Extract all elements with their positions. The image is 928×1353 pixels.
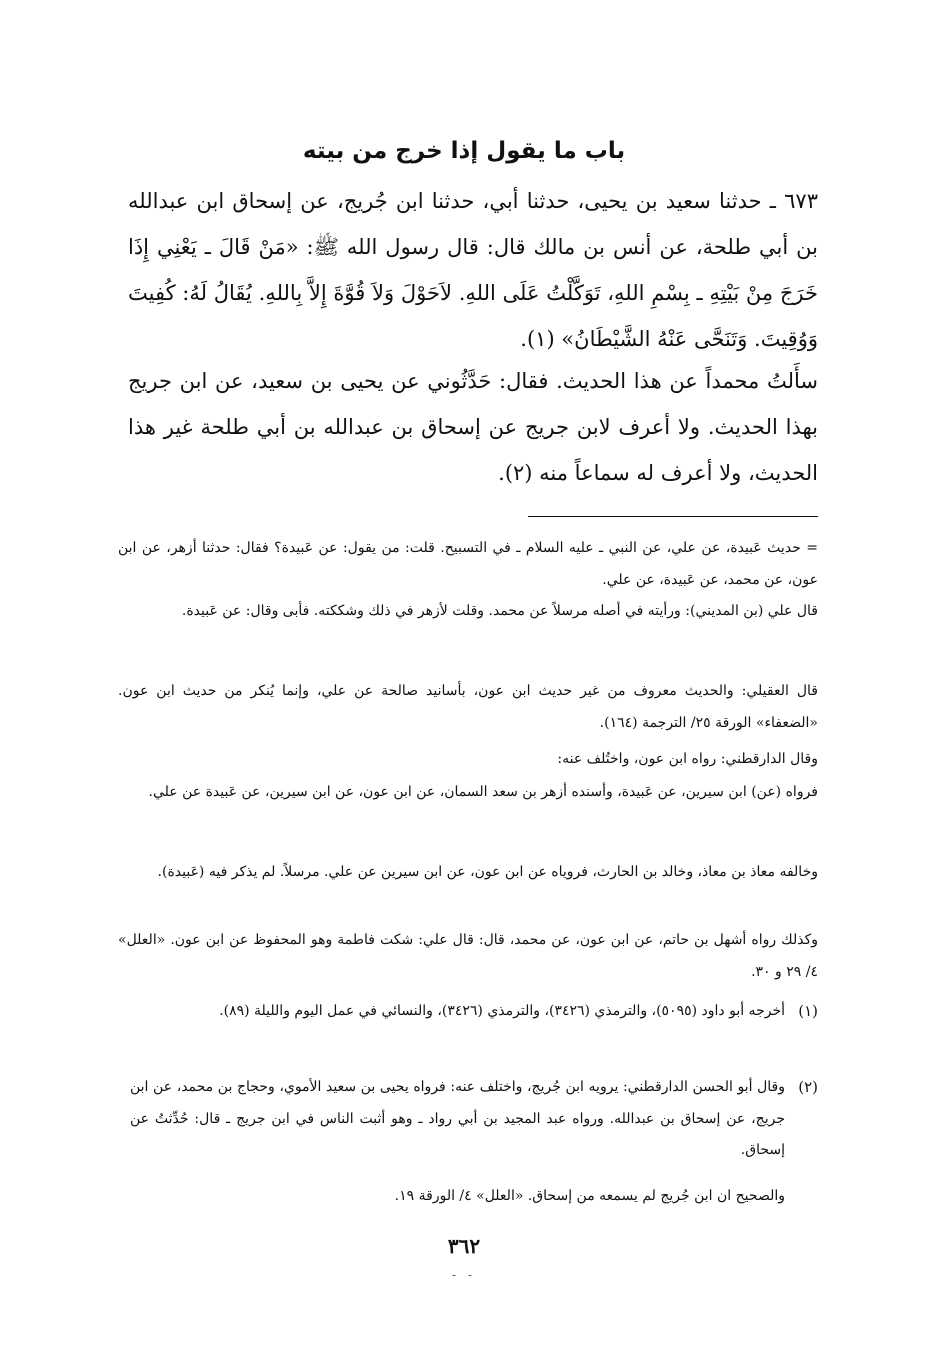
footnote-continued-line: فرواه (عن) ابن سيرين، عن عَبيدة، وأسنده أزهر بن سعد السمان، عن ابن عون، عن ابن سيرين، عن عَبيدة عن علي. bbox=[148, 784, 818, 800]
hadith-commentary: سأَلتُ محمداً عن هذا الحديث. فقال: حَدَّثُوني عن يحيى بن سعيد، عن ابن جريج بهذا الحديث. ولا أعرف لابن جريج عن إسحاق بن عبدالله بن أبي طلحة غير هذا الحديث، ولا أعرف له سماعاً منه (٢). bbox=[128, 369, 818, 485]
footnote-continued-line: قال العقيلي: والحديث معروف من غير حديث ابن عون، بأسانيد صالحة عن علي، وإنما يُنكر من حديث ابن عون. «الضعفاء» الورقة ٢٥/ الترجمة (١٦٤). bbox=[118, 683, 818, 731]
footnote-2-text: وقال أبو الحسن الدارقطني: يرويه ابن جُريج، واختلف عنه: فرواه يحيى بن سعيد الأموي، وحجاج بن محمد، عن ابن جريج، عن إسحاق بن عبدالله. ورواه عبد المجيد بن أبي رواد ـ وهو أثبت الناس في ابن جريج ـ قال: حُدِّثتُ عن إسحاق. bbox=[130, 1079, 785, 1158]
chapter-heading: باب ما يقول إذا خرج من بيته bbox=[302, 138, 626, 164]
footnote-continued-line: قال علي (بن المديني): ورأيته في أصله مرسلاً عن محمد. وقلت لأزهر في ذلك وشككته. فأبى وقال: عن عَبيدة. bbox=[181, 603, 818, 619]
footnote-continued-line: وكذلك رواه أشهل بن حاتم، عن ابن عون، عن محمد، قال: قال علي: شكت فاطمة وهو المحفوظ عن ابن عون. «العلل» ٤/ ٢٩ و ٣٠. bbox=[118, 932, 818, 980]
footnote-continued-line: وقال الدارقطني: رواه ابن عون، واختُلف عنه: bbox=[557, 751, 818, 767]
footnote-1-text: أخرجه أبو داود (٥٠٩٥)، والترمذي (٣٤٢٦)، والترمذي (٣٤٢٦)، والنسائي في عمل اليوم والليلة (٨٩). bbox=[219, 1003, 785, 1019]
hadith-text: ٦٧٣ ـ حدثنا سعيد بن يحيى، حدثنا أبي، حدثنا ابن جُريج، عن إسحاق ابن عبدالله بن أبي طلحة، عن أنس بن مالك قال: قال رسول الله ﷺ: «مَنْ قَالَ ـ يَعْنِي إِذَا خَرَجَ مِنْ بَيْتِهِ ـ بِسْمِ اللهِ، تَوَكَّلْتُ عَلَى اللهِ. لاَحَوْلَ وَلاَ قُوَّةَ إِلاَّ بِاللهِ. يُقَالُ لَهُ: كُفِيتَ وَوُقِيتَ. وَتَنَحَّى عَنْهُ الشَّيْطَانُ» (١). bbox=[128, 189, 818, 351]
footnote-separator bbox=[528, 516, 818, 517]
footnote-2-text: والصحيح ان ابن جُريج لم يسمعه من إسحاق. «العلل» ٤/ الورقة ١٩. bbox=[394, 1188, 785, 1204]
bottom-marks: - - bbox=[452, 1268, 476, 1282]
footnote-2-number: (٢) bbox=[798, 1078, 818, 1096]
footnote-1-number: (١) bbox=[798, 1002, 818, 1020]
page-number: ٣٦٢ bbox=[447, 1234, 481, 1258]
footnote-continued-line: = حديث عَبيدة، عن علي، عن النبي ـ عليه السلام ـ في التسبيح. قلت: من يقول: عن عَبيدة؟ فقال: حدثنا أزهر، عن ابن عون، عن محمد، عن عَبيدة، عن علي. bbox=[118, 540, 818, 588]
footnote-continued-line: وخالفه معاذ بن معاذ، وخالد بن الحارث، فروياه عن ابن عون، عن ابن سيرين عن علي. مرسلاً. لم يذكر فيه (عَبيدة). bbox=[157, 864, 818, 880]
